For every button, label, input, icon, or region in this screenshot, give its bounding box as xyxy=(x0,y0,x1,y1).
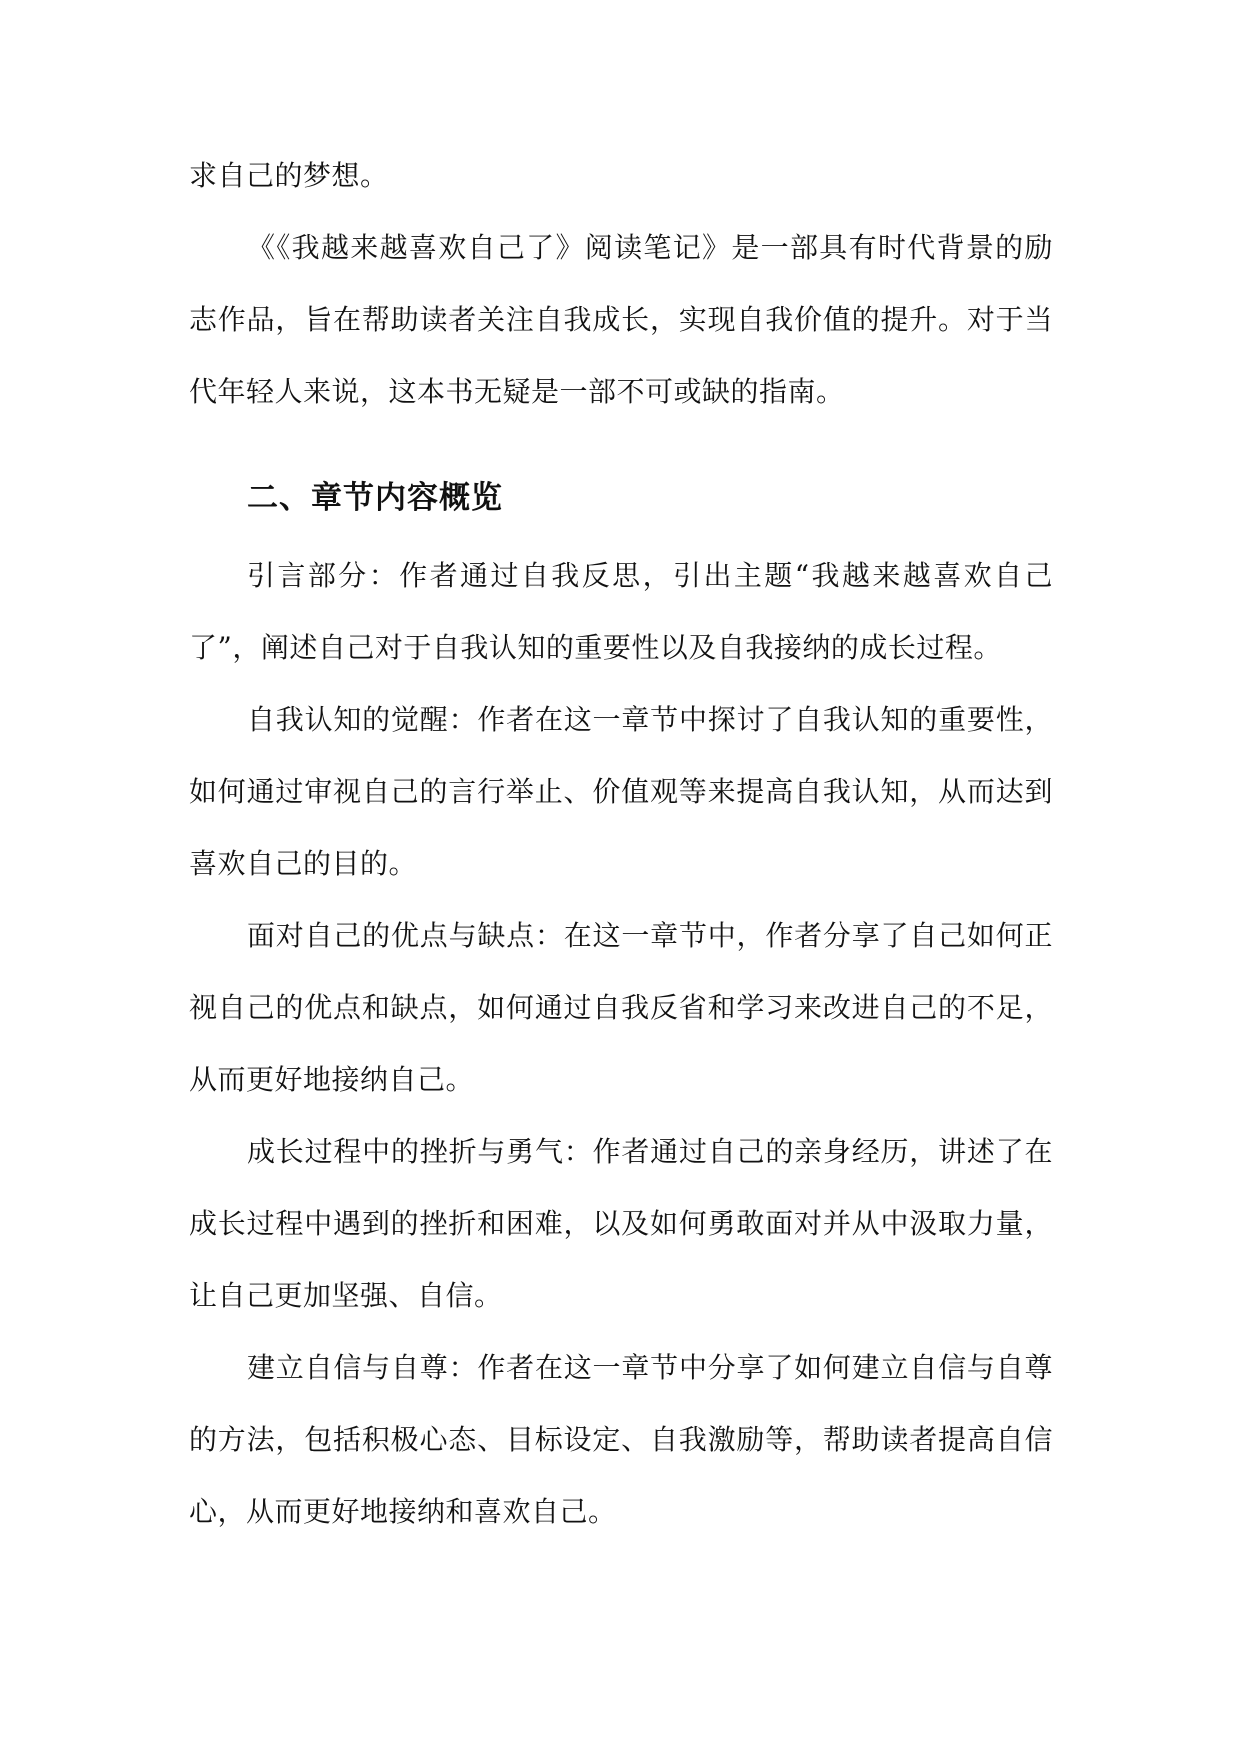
paragraph-continuation: 求自己的梦想。 xyxy=(189,159,389,192)
paragraph-strengths-weaknesses: 面对自己的优点与缺点：在这一章节中，作者分享了自己如何正视自己的优点和缺点，如何通过自我反省和学习来改进自己的不足，从而更好地接纳自己。 xyxy=(189,919,1053,1096)
paragraph-confidence-esteem: 建立自信与自尊：作者在这一章节中分享了如何建立自信与自尊的方法，包括积极心态、目标设定、自我激励等，帮助读者提高自信心，从而更好地接纳和喜欢自己。 xyxy=(189,1351,1053,1528)
paragraph-book-intro: 《《我越来越喜欢自己了》阅读笔记》是一部具有时代背景的励志作品，旨在帮助读者关注自我成长，实现自我价值的提升。对于当代年轻人来说，这本书无疑是一部不可或缺的指南。 xyxy=(189,231,1053,408)
paragraph-introduction: 引言部分：作者通过自我反思，引出主题“我越来越喜欢自己了”，阐述自己对于自我认知的重要性以及自我接纳的成长过程。 xyxy=(189,559,1053,664)
document-body xyxy=(189,140,1053,1548)
paragraph-self-awareness: 自我认知的觉醒：作者在这一章节中探讨了自我认知的重要性，如何通过审视自己的言行举止、价值观等来提高自我认知，从而达到喜欢自己的目的。 xyxy=(189,703,1053,880)
paragraph-setbacks-courage: 成长过程中的挫折与勇气：作者通过自己的亲身经历，讲述了在成长过程中遇到的挫折和困难，以及如何勇敢面对并从中汲取力量，让自己更加坚强、自信。 xyxy=(189,1135,1053,1312)
section-heading: 二、章节内容概览 xyxy=(247,480,503,516)
